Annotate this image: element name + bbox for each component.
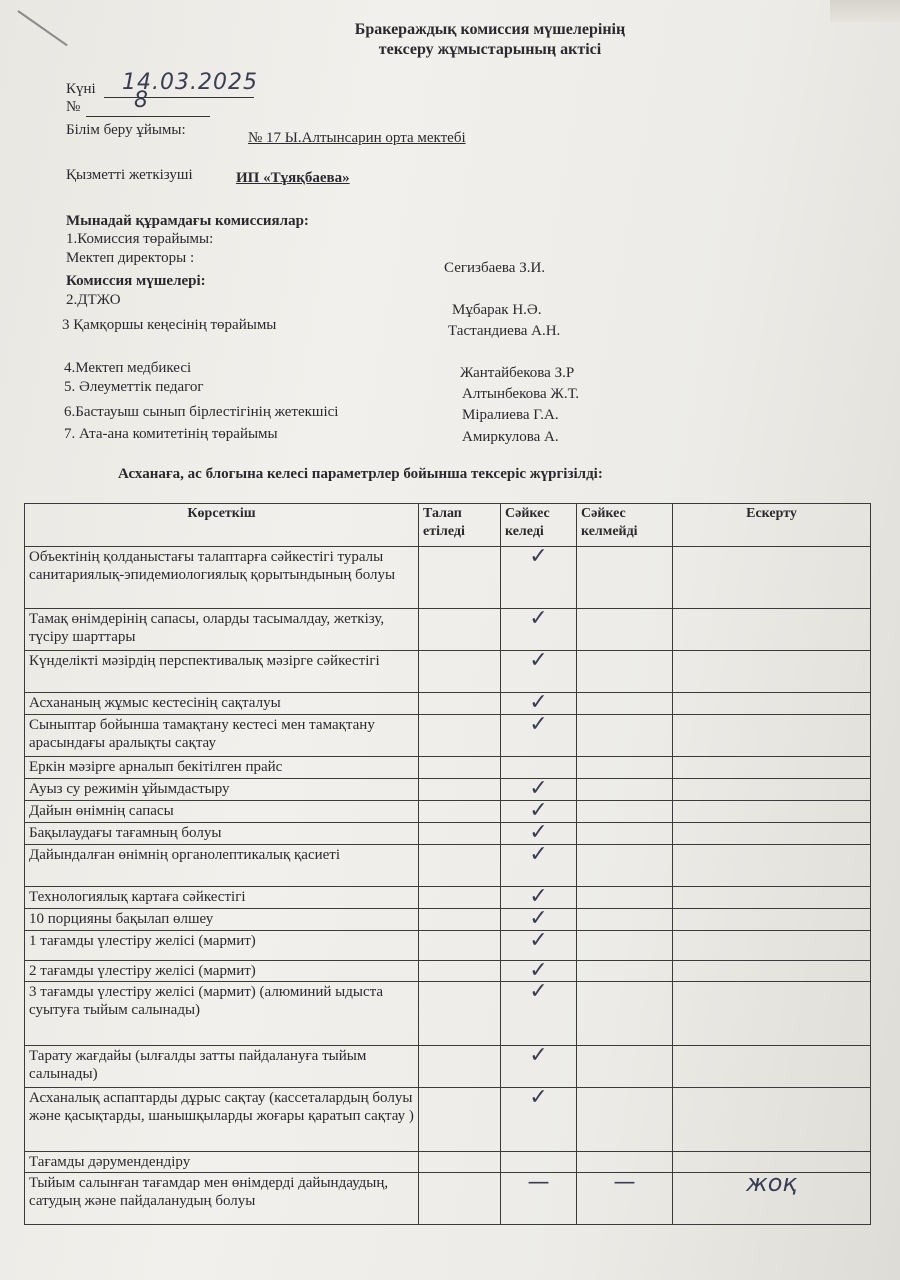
table-row: [25, 651, 871, 693]
required-cell: [419, 1046, 501, 1088]
note-cell: [673, 887, 871, 909]
member-role: 5. Әлеуметтік педагог: [64, 379, 204, 395]
supplier-label: Қызметті жеткізуші: [66, 167, 193, 183]
member-name: Алтынбекова Ж.Т.: [462, 386, 579, 402]
indicator-cell: Дайындалған өнімнің органолептикалық қасиеті: [25, 845, 419, 887]
compliant-cell: ✓: [501, 887, 577, 909]
table-body: [25, 544, 871, 1225]
member-name: Міралиева Г.А.: [462, 407, 559, 423]
note-cell: [673, 909, 871, 931]
indicator-cell: Бақылаудағы тағамның болуы: [25, 823, 419, 845]
indicator-cell: Тыйым салынған тағамдар мен өнімдерді дайындаудың, сатудың және пайдаланудың болуы: [25, 1173, 419, 1225]
required-cell: [419, 845, 501, 887]
note-cell: [673, 931, 871, 961]
org-value: № 17 Ы.Алтынсарин орта мектебі: [248, 130, 466, 146]
compliant-cell: ✓: [501, 651, 577, 693]
indicator-cell: Сыныптар бойынша тамақтану кестесі мен тамақтану арасындағы аралықты сақтау: [25, 715, 419, 757]
compliant-cell: ✓: [501, 547, 577, 609]
compliant-cell: ✓: [501, 1046, 577, 1088]
required-cell: [419, 1173, 501, 1225]
member-name: Жантайбекова З.Р: [460, 365, 575, 381]
compliant-cell: ✓: [501, 609, 577, 651]
note-cell: жоқ: [673, 1173, 871, 1225]
number-label: №: [66, 99, 81, 115]
required-cell: [419, 982, 501, 1046]
noncompliant-cell: [577, 693, 673, 715]
column-header-indicator: Көрсеткіш: [25, 504, 419, 547]
indicator-cell: Еркін мәзірге арналып бекітілген прайс: [25, 757, 419, 779]
supplier-value: ИП «Тұяқбаева»: [236, 170, 350, 186]
compliant-cell: ✓: [501, 909, 577, 931]
noncompliant-cell: [577, 1046, 673, 1088]
document-title-line2: тексеру жұмыстарының актісі: [378, 41, 602, 58]
date-value: 14.03.2025: [122, 70, 258, 95]
paper-fold-line: [17, 10, 67, 46]
inspection-intro: Асханаға, ас блогына келесі параметрлер бойынша тексеріс жүргізілді:: [118, 466, 603, 482]
member-name: Тастандиева А.Н.: [448, 323, 561, 339]
column-header-note: Ескерту: [673, 504, 871, 547]
required-cell: [419, 715, 501, 757]
table-row: [25, 887, 871, 909]
note-cell: [673, 823, 871, 845]
noncompliant-cell: [577, 757, 673, 779]
required-cell: [419, 757, 501, 779]
required-cell: [419, 1152, 501, 1173]
member-role: 4.Мектеп медбикесі: [64, 360, 192, 376]
table-row: [25, 693, 871, 715]
note-cell: [673, 693, 871, 715]
note-cell: [673, 651, 871, 693]
table-row: [25, 1088, 871, 1152]
noncompliant-cell: [577, 651, 673, 693]
indicator-cell: Объектінің қолданыстағы талаптарға сәйкестігі туралы санитариялық-эпидемиологиялық қорытындының болуы: [25, 547, 419, 609]
member-name: Амиркулова А.: [462, 429, 559, 445]
table-header-row: [25, 504, 871, 547]
indicator-cell: Асхананың жұмыс кестесінің сақталуы: [25, 693, 419, 715]
required-cell: [419, 801, 501, 823]
indicator-cell: 1 тағамды үлестіру желісі (мармит): [25, 931, 419, 961]
note-cell: [673, 757, 871, 779]
org-label: Білім беру ұйымы:: [66, 122, 186, 138]
noncompliant-cell: [577, 982, 673, 1046]
indicator-cell: Асханалық аспаптарды дұрыс сақтау (кассеталардың болуы және қасықтарды, шанышқыларды жоғары қаратып сақтау ): [25, 1088, 419, 1152]
required-cell: [419, 961, 501, 982]
indicator-cell: Ауыз су режимін ұйымдастыру: [25, 779, 419, 801]
noncompliant-cell: [577, 887, 673, 909]
table-row: [25, 801, 871, 823]
indicator-cell: Дайын өнімнің сапасы: [25, 801, 419, 823]
compliant-cell: ✓: [501, 961, 577, 982]
document-title-line1: Бракераждық комиссия мүшелерінің: [354, 21, 626, 38]
note-cell: [673, 779, 871, 801]
member-role: 7. Ата-ана комитетінің төрайымы: [64, 426, 278, 442]
note-cell: [673, 961, 871, 982]
table-row: [25, 757, 871, 779]
table-row: [25, 609, 871, 651]
noncompliant-cell: [577, 801, 673, 823]
note-cell: [673, 845, 871, 887]
member-role: 6.Бастауыш сынып бірлестігінің жетекшісі: [64, 404, 339, 420]
column-header-required: Талап етіледі: [419, 504, 501, 547]
required-cell: [419, 609, 501, 651]
table-row: [25, 1152, 871, 1173]
table-row: [25, 909, 871, 931]
noncompliant-cell: [577, 845, 673, 887]
inspection-table: [24, 503, 871, 1225]
noncompliant-cell: [577, 909, 673, 931]
column-header-compliant: Сәйкес келеді: [501, 504, 577, 547]
noncompliant-cell: [577, 961, 673, 982]
table-row: [25, 823, 871, 845]
compliant-cell: ✓: [501, 715, 577, 757]
table-row: [25, 1046, 871, 1088]
column-header-noncompliant: Сәйкес келмейді: [577, 504, 673, 547]
member-role: 3 Қамқоршы кеңесінің төрайымы: [62, 317, 277, 333]
noncompliant-cell: —: [577, 1173, 673, 1225]
noncompliant-cell: [577, 547, 673, 609]
note-cell: [673, 801, 871, 823]
table-row: [25, 845, 871, 887]
compliant-cell: ✓: [501, 1088, 577, 1152]
required-cell: [419, 651, 501, 693]
noncompliant-cell: [577, 823, 673, 845]
number-underline: [86, 116, 210, 117]
indicator-cell: 3 тағамды үлестіру желісі (мармит) (алюминий ыдыста суытуға тыйым салынады): [25, 982, 419, 1046]
table-row: [25, 779, 871, 801]
note-cell: [673, 547, 871, 609]
note-cell: [673, 609, 871, 651]
indicator-cell: Тағамды дәрумендендіру: [25, 1152, 419, 1173]
director-name: Сегизбаева З.И.: [444, 260, 546, 276]
date-underline: [104, 97, 254, 98]
indicator-cell: 2 тағамды үлестіру желісі (мармит): [25, 961, 419, 982]
required-cell: [419, 547, 501, 609]
indicator-cell: Тарату жағдайы (ылғалды затты пайдалануға тыйым салынады): [25, 1046, 419, 1088]
required-cell: [419, 887, 501, 909]
member-name: Мұбарак Н.Ә.: [452, 302, 542, 318]
table-row: [25, 715, 871, 757]
note-cell: [673, 715, 871, 757]
chair-label: 1.Комиссия төрайымы:: [66, 231, 214, 247]
noncompliant-cell: [577, 779, 673, 801]
table-row: [25, 1173, 871, 1225]
table-row: [25, 982, 871, 1046]
table-row: [25, 931, 871, 961]
noncompliant-cell: [577, 715, 673, 757]
compliant-cell: ✓: [501, 823, 577, 845]
required-cell: [419, 1088, 501, 1152]
note-cell: [673, 1088, 871, 1152]
required-cell: [419, 693, 501, 715]
commission-heading: Мынадай құрамдағы комиссиялар:: [66, 213, 309, 229]
number-value: 8: [134, 88, 149, 113]
table-row: [25, 961, 871, 982]
required-cell: [419, 909, 501, 931]
indicator-cell: Тамақ өнімдерінің сапасы, оларды тасымалдау, жеткізу, түсіру шарттары: [25, 609, 419, 651]
indicator-cell: Технологиялық картаға сәйкестігі: [25, 887, 419, 909]
member-role: 2.ДТЖО: [66, 292, 121, 308]
compliant-cell: ✓: [501, 931, 577, 961]
indicator-cell: Күнделікті мәзірдің перспективалық мәзірге сәйкестігі: [25, 651, 419, 693]
paper-edge: [830, 0, 900, 22]
noncompliant-cell: [577, 609, 673, 651]
compliant-cell: ✓: [501, 982, 577, 1046]
required-cell: [419, 779, 501, 801]
director-label: Мектеп директоры :: [66, 250, 195, 266]
table-row: [25, 547, 871, 609]
compliant-cell: ✓: [501, 801, 577, 823]
compliant-cell: ✓: [501, 693, 577, 715]
required-cell: [419, 823, 501, 845]
note-cell: [673, 982, 871, 1046]
noncompliant-cell: [577, 931, 673, 961]
note-cell: [673, 1046, 871, 1088]
required-cell: [419, 931, 501, 961]
compliant-cell: —: [501, 1173, 577, 1225]
compliant-cell: ✓: [501, 845, 577, 887]
indicator-cell: 10 порцияны бақылап өлшеу: [25, 909, 419, 931]
members-heading: Комиссия мүшелері:: [66, 273, 206, 289]
compliant-cell: ✓: [501, 779, 577, 801]
noncompliant-cell: [577, 1088, 673, 1152]
date-label: Күні: [66, 81, 96, 97]
